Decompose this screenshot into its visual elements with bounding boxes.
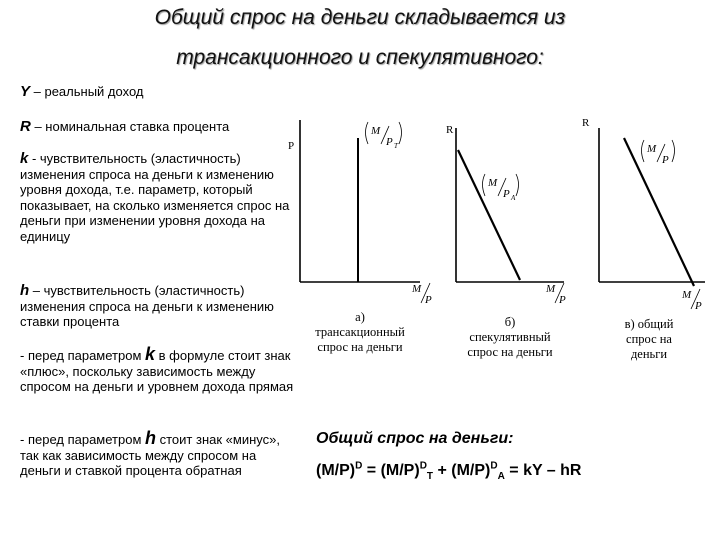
- graph-a-caption: [300, 310, 420, 355]
- graph-b-x-axis-label: [545, 283, 566, 306]
- graph-b-curve-label-den: P: [503, 188, 510, 200]
- definition-r-text: – номинальная ставка процента: [30, 119, 230, 134]
- summary-formula-text: $(M/P)^D = (M/P)^D_T + (M/P)^D_A$ = kY – hR: [316, 461, 582, 483]
- definition-r: [20, 119, 295, 135]
- graph-c-curve-label: [642, 140, 675, 166]
- graph-c-total: [582, 117, 705, 312]
- slide-title-line-1: Общий спрос на деньги складывается из: [154, 6, 566, 29]
- definition-h-text: – чувствительность (эластичность) изменения спроса на деньги к изменению ставки процента: [20, 283, 274, 329]
- symbol-k: k: [20, 150, 29, 167]
- definition-k-text: - чувствительность (эластичность) изменения спроса на деньги к изменению уровня дохода, т.е. параметр, который показывает, на сколько изменяется спрос на деньги при изменении уровня дохода на единицу: [20, 151, 290, 244]
- summary-formula: [316, 461, 581, 483]
- definition-y-text: – реальный доход: [30, 84, 144, 99]
- graph-a-curve-label-sub: T: [394, 142, 398, 150]
- graph-a-curve-label: [366, 122, 402, 150]
- graph-a-x-label-den: P: [425, 294, 432, 306]
- graph-c-caption-line: деньги: [630, 347, 668, 361]
- symbol-y: Y: [20, 83, 31, 100]
- graph-b-caption-line: б): [504, 315, 516, 329]
- graph-a-caption-line: трансакционный: [315, 325, 405, 339]
- graph-b-curve-label: [483, 174, 519, 202]
- graph-b-x-label-num: M: [546, 283, 556, 295]
- graph-b-curve-label-sub: A: [511, 194, 516, 202]
- note-k-text: в формуле стоит знак «плюс», поскольку зависимость между спросом на деньги и уровнем дохода прямая: [20, 348, 294, 394]
- graph-b-caption-line: спрос на деньги: [467, 345, 553, 359]
- graph-a-curve-label-den: P: [386, 136, 393, 148]
- definition-k: [20, 151, 295, 244]
- definition-h: [20, 283, 295, 330]
- definition-y: [20, 84, 295, 100]
- note-k-prefix: - перед параметром: [20, 348, 146, 363]
- summary-heading: Общий спрос на деньги:: [316, 430, 514, 447]
- graph-c-caption-line: спрос на: [626, 332, 672, 346]
- note-h-sign: [20, 428, 295, 479]
- graph-a-transactional: [288, 120, 432, 306]
- note-h-prefix: - перед параметром: [20, 432, 146, 447]
- graph-b-caption-line: спекулятивный: [469, 330, 551, 344]
- note-h-text: стоит знак «минус», так как зависимость между спросом на деньги и ставкой процента обратная: [20, 432, 280, 478]
- graph-c-curve-label-num: M: [647, 143, 657, 155]
- symbol-h: h: [20, 282, 30, 299]
- graph-c-x-axis-label: [681, 289, 702, 312]
- graph-b-x-label-den: P: [559, 294, 566, 306]
- graph-a-curve-label-num: M: [371, 125, 381, 137]
- graph-b-demand-curve: [458, 150, 520, 280]
- graph-a-caption-line: спрос на деньги: [317, 340, 403, 354]
- money-demand-graphs: [280, 110, 720, 325]
- graph-a-caption-line: а): [355, 310, 365, 324]
- graph-b-speculative: [446, 124, 566, 306]
- graph-a-x-axis-label: [411, 283, 432, 306]
- graph-b-y-axis-label: R: [446, 124, 454, 136]
- graph-b-caption: [448, 315, 572, 360]
- symbol-r: R: [20, 118, 31, 135]
- graph-c-caption: [594, 317, 704, 362]
- slide-title-line-2: трансакционного и спекулятивного:: [176, 46, 544, 69]
- note-k-symbol: k: [145, 344, 156, 364]
- graph-c-y-axis-label: R: [582, 117, 590, 129]
- graph-b-curve-label-num: M: [488, 177, 498, 189]
- graph-a-y-axis-label: P: [288, 140, 295, 152]
- graph-c-x-label-den: P: [695, 300, 702, 312]
- graph-a-x-label-num: M: [412, 283, 422, 295]
- note-h-symbol: h: [145, 428, 157, 448]
- graph-c-caption-line: в) общий: [624, 317, 674, 331]
- note-k-sign: [20, 344, 295, 395]
- graph-c-curve-label-den: P: [662, 154, 669, 166]
- graph-c-demand-curve: [624, 138, 694, 286]
- graph-c-x-label-num: M: [682, 289, 692, 301]
